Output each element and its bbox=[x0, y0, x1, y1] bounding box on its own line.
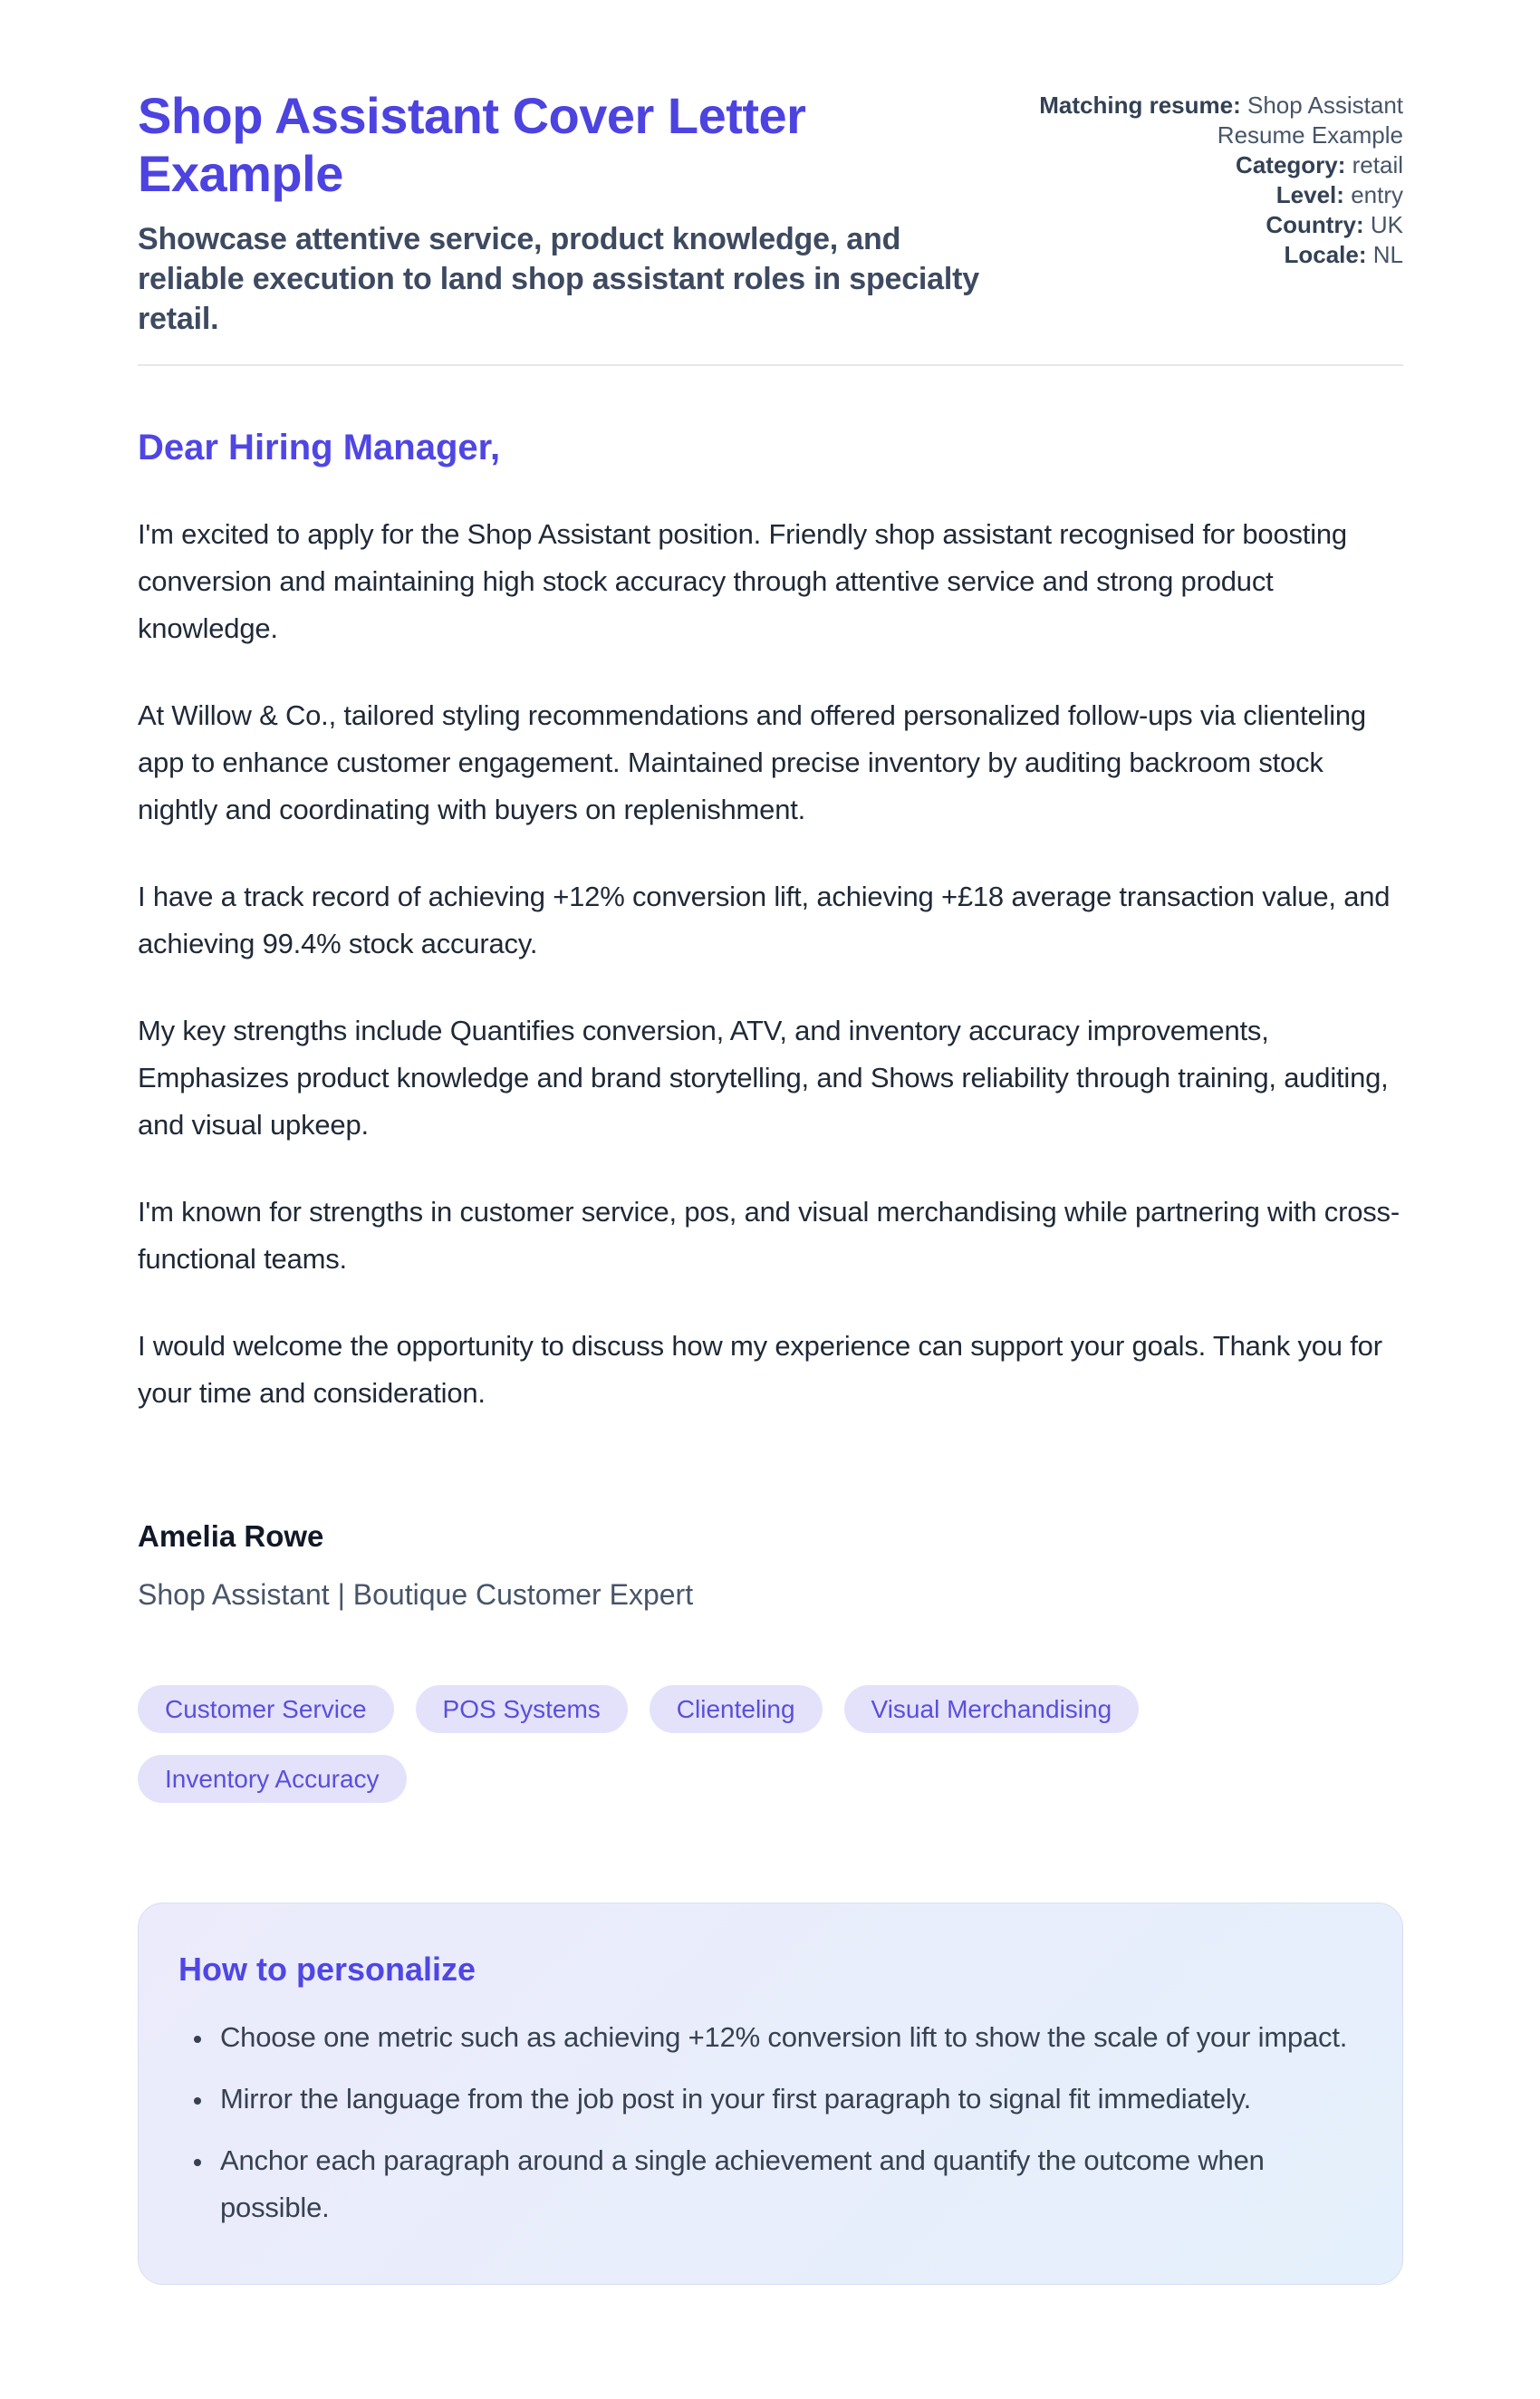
signature-name: Amelia Rowe bbox=[138, 1519, 324, 1553]
page-title-line2: Example bbox=[138, 145, 343, 202]
skill-tag-pos-systems: POS Systems bbox=[416, 1685, 628, 1733]
meta-locale bbox=[1027, 240, 1403, 270]
personalize-bullet-2: • Mirror the language from the job post in your first paragraph to signal fit immediately. bbox=[215, 2076, 1359, 2123]
meta-level-value: entry bbox=[1351, 181, 1403, 208]
signature-role: Shop Assistant | Boutique Customer Expert bbox=[138, 1578, 694, 1611]
personalize-bullet-3: • Anchor each paragraph around a single achievement and quantify the outcome when possible. bbox=[215, 2137, 1359, 2231]
letter-paragraph-3: I have a track record of achieving +12% conversion lift, achieving +£18 average transaction value, and achieving 99.4% stock accuracy. bbox=[138, 881, 1391, 959]
page-title-line1: Shop Assistant Cover Letter bbox=[138, 87, 806, 144]
meta-country bbox=[1027, 210, 1403, 240]
letter-paragraph-6: I would welcome the opportunity to discuss how my experience can support your goals. Thank you for your time and consideration. bbox=[138, 1330, 1382, 1409]
skill-tag-inventory-accuracy: Inventory Accuracy bbox=[138, 1755, 407, 1803]
page-title bbox=[138, 87, 995, 203]
letter-paragraph-2: At Willow & Co., tailored styling recommendations and offered personalized follow-ups via clienteling app to enhance customer engagement. Maintained precise inventory by auditing backroom stock nightly and coordinating with buyers on replenishment. bbox=[138, 699, 1366, 825]
skill-tag-customer-service: Customer Service bbox=[138, 1685, 394, 1733]
meta-level-label: Level: bbox=[1275, 181, 1344, 208]
meta-locale-value: NL bbox=[1372, 241, 1403, 268]
header-title-block bbox=[138, 87, 995, 339]
meta-matching-resume-label: Matching resume: bbox=[1039, 92, 1241, 119]
meta-level bbox=[1027, 180, 1403, 210]
page-subtitle: Showcase attentive service, product knowledge, and reliable execution to land shop assistant roles in specialty retail. bbox=[138, 222, 979, 336]
meta-category-label: Category: bbox=[1236, 151, 1346, 178]
meta-block bbox=[1027, 87, 1403, 270]
letter-paragraph-1: I'm excited to apply for the Shop Assistant position. Friendly shop assistant recognised for boosting conversion and maintaining high stock accuracy through attentive service and strong product knowledge. bbox=[138, 518, 1347, 644]
page-header bbox=[138, 87, 1403, 339]
skill-tags bbox=[138, 1685, 1403, 1803]
personalize-title: How to personalize bbox=[178, 1951, 476, 1988]
header-divider bbox=[138, 364, 1403, 366]
meta-country-value: UK bbox=[1370, 211, 1403, 238]
meta-category bbox=[1027, 150, 1403, 180]
personalize-bullet-1: • Choose one metric such as achieving +12% conversion lift to show the scale of your impact. bbox=[215, 2014, 1359, 2061]
skill-tag-clienteling: Clienteling bbox=[650, 1685, 823, 1733]
meta-locale-label: Locale: bbox=[1284, 241, 1367, 268]
skill-tag-visual-merchandising: Visual Merchandising bbox=[844, 1685, 1140, 1733]
letter-paragraph-4: My key strengths include Quantifies conversion, ATV, and inventory accuracy improvements, Emphasizes product knowledge and brand storytelling, and Shows reliability through training, auditing, and visual upkeep. bbox=[138, 1015, 1389, 1141]
meta-category-value: retail bbox=[1352, 151, 1403, 178]
personalize-card bbox=[138, 1903, 1403, 2285]
meta-matching-resume bbox=[1027, 91, 1403, 150]
letter-greeting: Dear Hiring Manager, bbox=[138, 428, 501, 467]
meta-matching-resume-value: Shop Assistant Resume Example bbox=[1217, 92, 1403, 149]
meta-country-label: Country: bbox=[1266, 211, 1364, 238]
personalize-list bbox=[178, 2014, 1359, 2231]
letter-paragraph-5: I'm known for strengths in customer service, pos, and visual merchandising while partnering with cross-functional teams. bbox=[138, 1196, 1400, 1275]
